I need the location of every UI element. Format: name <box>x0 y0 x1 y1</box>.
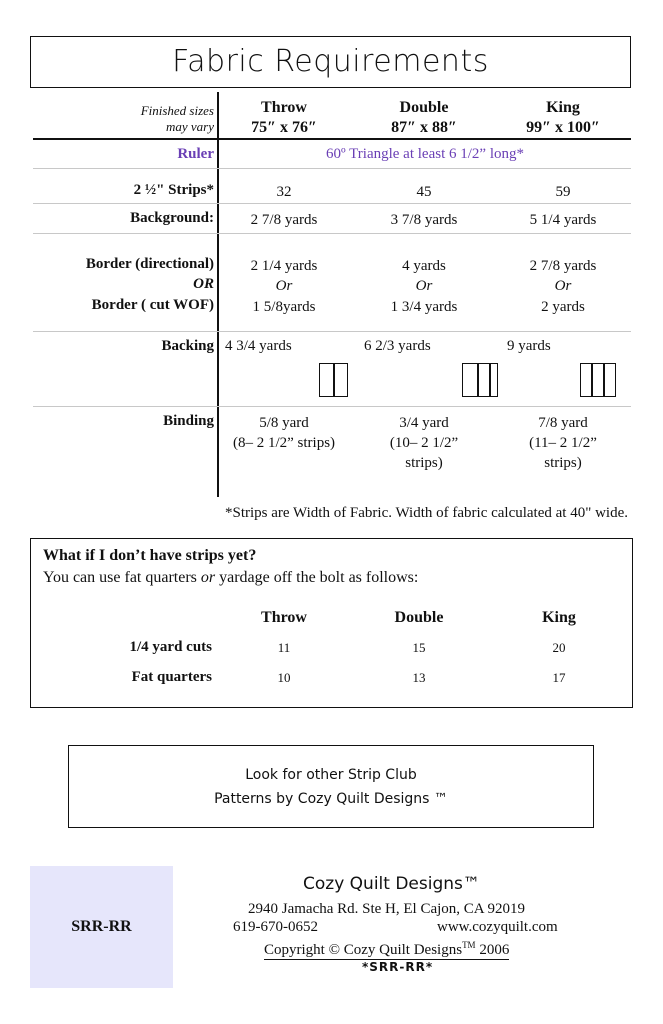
pattern-code-box: SRR-RR <box>30 866 173 988</box>
binding-king: 7/8 yard (11– 2 1/2” strips) <box>529 415 597 471</box>
backing-panel-double-icon <box>462 363 498 397</box>
title-box <box>30 36 631 88</box>
binding-throw: 5/8 yard (8– 2 1/2” strips) <box>232 415 336 451</box>
fat-quarters-throw: 10 <box>277 670 291 685</box>
strips-label: 2 ½" Strips* <box>133 182 214 198</box>
row-divider <box>33 233 631 234</box>
quarter-yard-label: 1/4 yard cuts <box>129 639 212 655</box>
row-divider <box>33 168 631 169</box>
fat-quarters-double: 13 <box>412 670 426 685</box>
company-phone: 619-670-0652 <box>233 919 318 935</box>
border-directional-double: 4 yards <box>402 258 446 274</box>
fat-quarters-king: 17 <box>552 670 566 685</box>
pattern-code-footer: *SRR-RR* <box>362 960 434 974</box>
column-header-king: King 99″ x 100″ <box>526 99 600 136</box>
company-address: 2940 Jamacha Rd. Ste H, El Cajon, CA 92019 <box>248 901 526 917</box>
or-double: Or <box>415 278 433 294</box>
column-header-throw: Throw 75″ x 76″ <box>251 99 317 136</box>
ruler-value: 60º Triangle at least 6 1/2” long* <box>326 146 524 162</box>
company-name: Cozy Quilt Designs™ <box>303 874 480 894</box>
binding-label: Binding <box>163 413 214 429</box>
ruler-label: Ruler <box>177 146 214 162</box>
background-king: 5 1/4 yards <box>529 212 597 228</box>
border-directional-throw: 2 1/4 yards <box>250 258 318 274</box>
alt-header-double: Double <box>394 609 444 626</box>
border-directional-label: Border (directional) <box>85 256 214 272</box>
alt-header-throw: Throw <box>261 609 307 626</box>
backing-king: 9 yards <box>507 338 551 354</box>
other-patterns-box <box>68 745 594 828</box>
quarter-yard-king: 20 <box>552 640 566 655</box>
strips-king: 59 <box>555 184 571 200</box>
column-header-double: Double 87″ x 88″ <box>391 99 457 136</box>
row-divider <box>33 203 631 204</box>
patterns-line-2: Patterns by Cozy Quilt Designs ™ <box>214 791 448 807</box>
quarter-yard-throw: 11 <box>277 640 291 655</box>
backing-label: Backing <box>161 338 214 354</box>
alt-header-king: King <box>542 609 576 626</box>
strips-intro: You can use fat quarters or yardage off the bolt as follows: <box>43 569 419 586</box>
or-king: Or <box>554 278 572 294</box>
strips-double: 45 <box>416 184 432 200</box>
row-divider <box>33 406 631 407</box>
background-throw: 2 7/8 yards <box>250 212 318 228</box>
finished-sizes-note: Finished sizes may vary <box>140 103 214 134</box>
backing-panel-throw-icon <box>319 363 348 397</box>
strips-alternative-box <box>30 538 633 708</box>
border-directional-king: 2 7/8 yards <box>529 258 597 274</box>
patterns-line-1: Look for other Strip Club <box>245 767 417 783</box>
strips-question: What if I don’t have strips yet? <box>43 547 257 564</box>
border-wof-throw: 1 5/8yards <box>252 299 316 315</box>
background-double: 3 7/8 yards <box>390 212 458 228</box>
fat-quarters-label: Fat quarters <box>131 669 212 685</box>
border-wof-king: 2 yards <box>541 299 585 315</box>
binding-double: 3/4 yard (10– 2 1/2” strips) <box>389 415 459 471</box>
backing-double: 6 2/3 yards <box>364 338 431 354</box>
strips-footnote: *Strips are Width of Fabric. Width of fabric calculated at 40" wide. <box>225 505 628 521</box>
border-wof-label: Border ( cut WOF) <box>91 297 214 313</box>
company-website: www.cozyquilt.com <box>437 919 558 935</box>
row-divider <box>33 331 631 332</box>
quarter-yard-double: 15 <box>412 640 426 655</box>
header-divider <box>33 138 631 140</box>
copyright-line: Copyright © Cozy Quilt Designs™ 2006 <box>264 937 509 960</box>
background-label: Background: <box>130 210 214 226</box>
strips-throw: 32 <box>276 184 292 200</box>
border-wof-double: 1 3/4 yards <box>390 299 458 315</box>
or-throw: Or <box>275 278 293 294</box>
backing-throw: 4 3/4 yards <box>225 338 292 354</box>
page-title: Fabric Requirements <box>172 44 489 79</box>
backing-panel-king-icon <box>580 363 616 397</box>
or-label: OR <box>193 276 214 292</box>
